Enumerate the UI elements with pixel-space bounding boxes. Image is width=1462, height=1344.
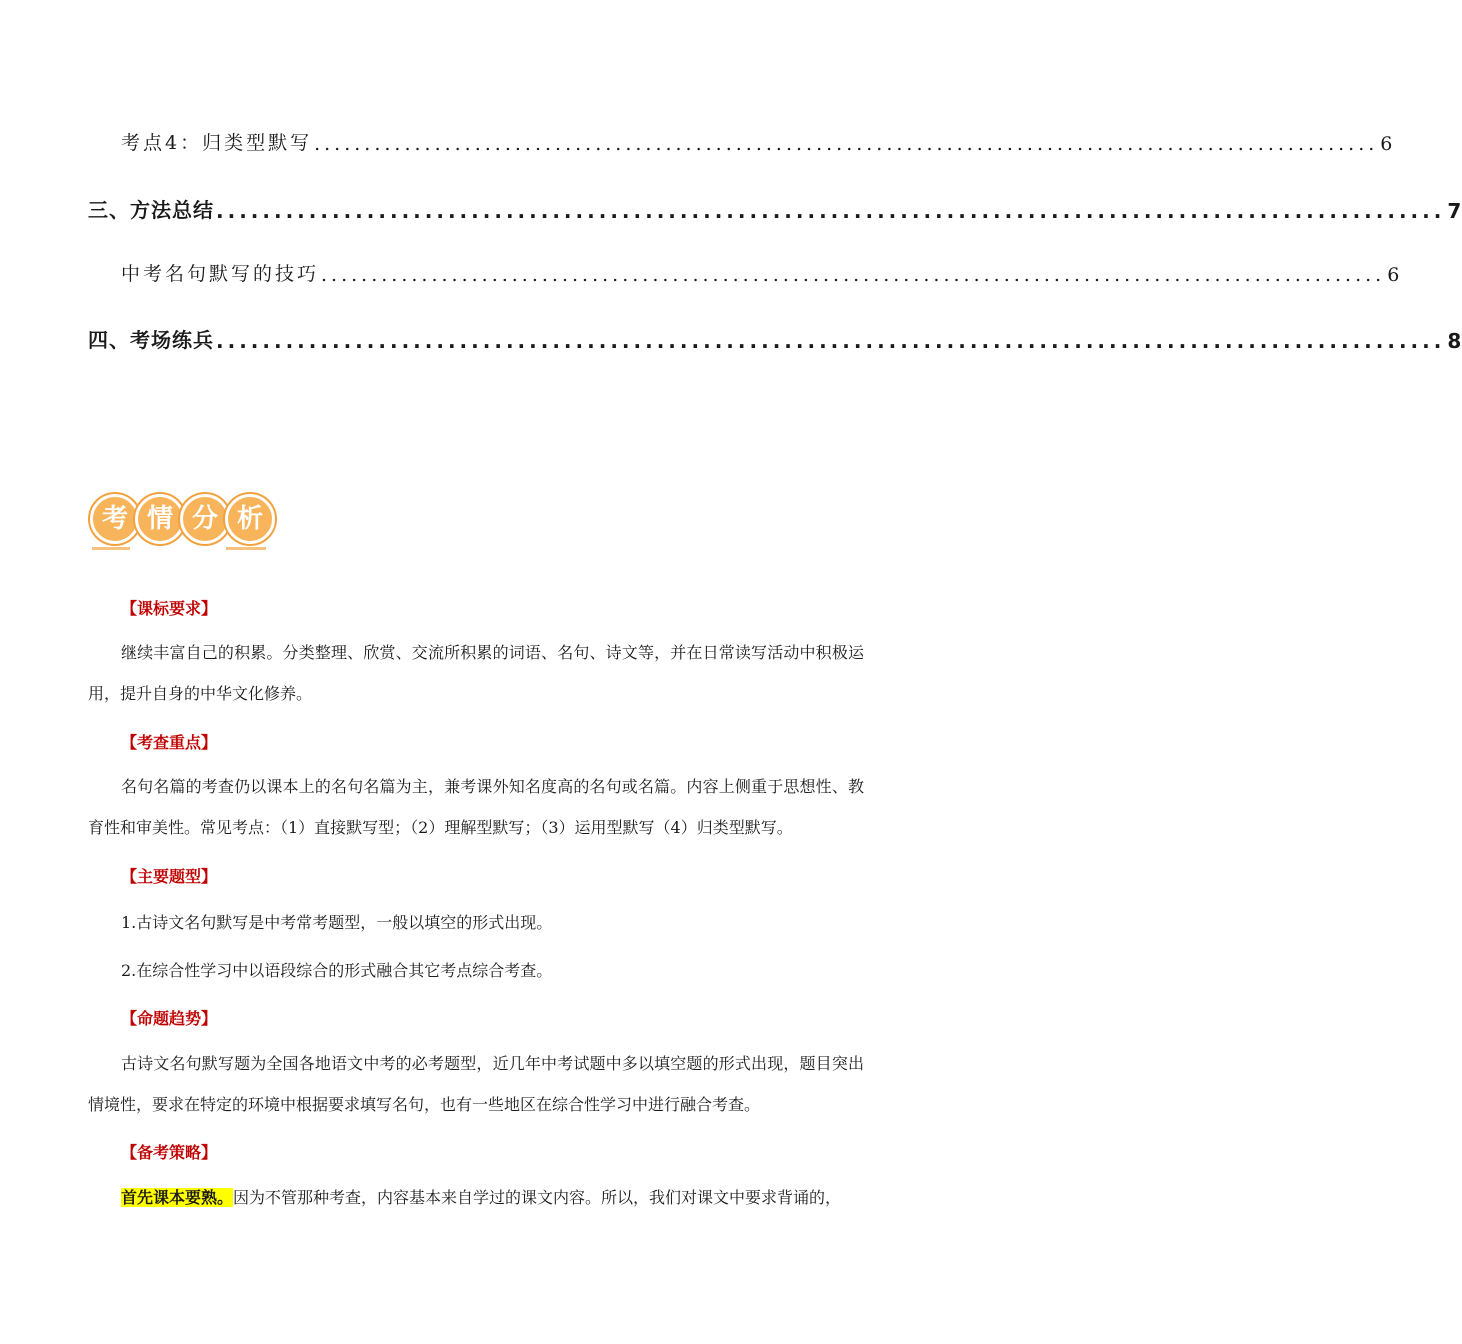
toc-entry-page: 6 xyxy=(1387,264,1403,286)
analysis-banner xyxy=(88,492,273,554)
toc-entry-page: 7 xyxy=(1447,199,1462,223)
list-item: 1.古诗文名句默写是中考常考题型，一般以填空的形式出现。 xyxy=(121,913,553,932)
section-heading-curriculum: 【课标要求】 xyxy=(121,599,218,618)
toc-leader-dots: .......................................................................................................... xyxy=(216,329,1446,353)
toc-entry[interactable] xyxy=(121,128,1396,155)
section-paragraph: 古诗文名句默写题为全国各地语文中考的必考题型，近几年中考试题中多以填空题的形式出现，题目突出情境性，要求在特定的环境中根据要求填写名句，也有一些地区在综合性学习中进行融合考查。 xyxy=(88,1054,864,1114)
banner-char: 情 xyxy=(135,494,185,544)
section-heading-question-types: 【主要题型】 xyxy=(121,867,218,886)
toc-entry[interactable] xyxy=(88,324,1462,353)
toc-leader-dots: .......................................................................................................... xyxy=(216,199,1446,223)
section-paragraph xyxy=(88,1177,864,1218)
section-paragraph: 名句名篇的考查仍以课本上的名句名篇为主，兼考课外知名度高的名句或名篇。内容上侧重于思想性、教育性和审美性。常见考点：（1）直接默写型；（2）理解型默写；（3）运用型默写（4）归类型默写。 xyxy=(88,777,864,837)
toc-entry-label: 考点4：归类型默写 xyxy=(121,132,313,154)
section-paragraph: 继续丰富自己的积累。分类整理、欣赏、交流所积累的词语、名句、诗文等，并在日常读写活动中积极运用，提升自身的中华文化修养。 xyxy=(88,643,864,703)
toc-entry-page: 8 xyxy=(1447,329,1462,353)
toc-entry-label: 中考名句默写的技巧 xyxy=(121,263,320,285)
paragraph-text: 因为不管那种考查，内容基本来自学过的课文内容。所以，我们对课文中要求背诵的， xyxy=(233,1188,842,1207)
banner-char: 析 xyxy=(225,494,275,544)
highlighted-text: 首先课本要熟。 xyxy=(121,1188,234,1207)
banner-char: 考 xyxy=(90,494,140,544)
section-heading-focus: 【考查重点】 xyxy=(121,733,218,752)
banner-underline xyxy=(226,547,266,550)
list-item: 2.在综合性学习中以语段综合的形式融合其它考点综合考查。 xyxy=(121,961,553,980)
toc-entry[interactable] xyxy=(121,259,1403,286)
banner-char: 分 xyxy=(180,494,230,544)
section-heading-trend: 【命题趋势】 xyxy=(121,1009,218,1028)
toc-leader-dots: .......................................................................................................... xyxy=(314,133,1379,155)
toc-entry[interactable] xyxy=(88,194,1462,223)
toc-entry-label: 四、考场练兵 xyxy=(88,328,214,352)
toc-entry-label: 三、方法总结 xyxy=(88,198,214,222)
banner-underline xyxy=(92,547,130,550)
section-heading-strategy: 【备考策略】 xyxy=(121,1143,218,1162)
toc-entry-page: 6 xyxy=(1380,133,1396,155)
toc-leader-dots: .......................................................................................................... xyxy=(321,264,1386,286)
